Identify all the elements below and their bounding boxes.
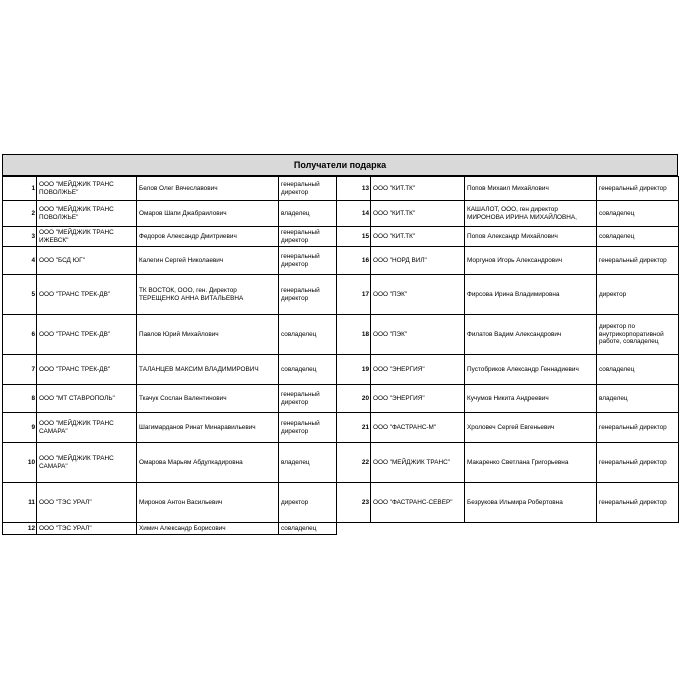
company-cell: ООО "МЕЙДЖИК ТРАНС САМАРА" xyxy=(37,413,137,443)
person-cell: Попов Александр Михайлович xyxy=(465,227,597,247)
role-cell: директор по внутрикорпоративной работе, совладелец xyxy=(597,315,679,355)
company-cell: ООО "КИТ.ТК" xyxy=(371,227,465,247)
role-cell: генеральный директор xyxy=(597,413,679,443)
table-row xyxy=(3,275,337,315)
table-row xyxy=(3,201,337,227)
company-cell: ООО "КИТ.ТК" xyxy=(371,177,465,201)
table-row xyxy=(3,483,337,523)
role-cell: генеральный директор xyxy=(279,227,337,247)
person-cell: Химич Александр Борисович xyxy=(137,523,279,535)
table-row xyxy=(337,275,679,315)
role-cell: генеральный директор xyxy=(597,247,679,275)
person-cell: Филатов Вадим Александрович xyxy=(465,315,597,355)
table-row xyxy=(337,227,679,247)
company-cell: ООО "МЕЙДЖИК ТРАНС" xyxy=(371,443,465,483)
row-number: 10 xyxy=(3,443,37,483)
row-number: 1 xyxy=(3,177,37,201)
row-number: 11 xyxy=(3,483,37,523)
table-row xyxy=(337,315,679,355)
person-cell: КАШАЛОТ, ООО, ген директор МИРОНОВА ИРИНА МИХАЙЛОВНА, xyxy=(465,201,597,227)
person-cell: ТАЛАНЦЕВ МАКСИМ ВЛАДИМИРОВИЧ xyxy=(137,355,279,385)
person-cell: Омарова Марьям Абдулкадировна xyxy=(137,443,279,483)
row-number: 23 xyxy=(337,483,371,523)
table-row xyxy=(337,483,679,523)
row-number: 14 xyxy=(337,201,371,227)
recipients-table-left xyxy=(2,176,337,535)
role-cell: совладелец xyxy=(279,315,337,355)
row-number: 5 xyxy=(3,275,37,315)
company-cell: ООО "КИТ.ТК" xyxy=(371,201,465,227)
company-cell: ООО "МЕЙДЖИК ТРАНС ИЖЕВСК" xyxy=(37,227,137,247)
person-cell: Попов Михаил Михайлович xyxy=(465,177,597,201)
row-number: 16 xyxy=(337,247,371,275)
person-cell: Павлов Юрий Михайлович xyxy=(137,315,279,355)
company-cell: ООО "ЭНЕРГИЯ" xyxy=(371,355,465,385)
person-cell: Калегин Сергей Николаевич xyxy=(137,247,279,275)
table-row xyxy=(3,177,337,201)
role-cell: совладелец xyxy=(597,201,679,227)
company-cell: ООО "ЭНЕРГИЯ" xyxy=(371,385,465,413)
company-cell: ООО "МЕЙДЖИК ТРАНС САМАРА" xyxy=(37,443,137,483)
role-cell: владелец xyxy=(597,385,679,413)
table-row xyxy=(3,443,337,483)
company-cell: ООО "БСД ЮГ" xyxy=(37,247,137,275)
company-cell: ООО "ПЭК" xyxy=(371,275,465,315)
person-cell: Кучумов Никита Андреевич xyxy=(465,385,597,413)
role-cell: генеральный директор xyxy=(597,443,679,483)
company-cell: ООО "МТ СТАВРОПОЛЬ" xyxy=(37,385,137,413)
person-cell: Хроловеч Сергей Евгеньевич xyxy=(465,413,597,443)
role-cell: совладелец xyxy=(597,355,679,385)
person-cell: Безрукова Ильмира Робертовна xyxy=(465,483,597,523)
company-cell: ООО "ТЭС УРАЛ" xyxy=(37,483,137,523)
row-number: 9 xyxy=(3,413,37,443)
company-cell: ООО "ПЭК" xyxy=(371,315,465,355)
person-cell: Федоров Александр Дмитриевич xyxy=(137,227,279,247)
row-number: 22 xyxy=(337,443,371,483)
sheet-title: Получатели подарка xyxy=(2,154,678,176)
row-number: 21 xyxy=(337,413,371,443)
role-cell: генеральный директор xyxy=(279,247,337,275)
company-cell: ООО "ФАСТРАНС-М" xyxy=(371,413,465,443)
table-row xyxy=(337,443,679,483)
row-number: 13 xyxy=(337,177,371,201)
row-number: 15 xyxy=(337,227,371,247)
role-cell: генеральный директор xyxy=(597,177,679,201)
role-cell: совладелец xyxy=(279,523,337,535)
table-row xyxy=(3,355,337,385)
row-number: 2 xyxy=(3,201,37,227)
row-number: 7 xyxy=(3,355,37,385)
person-cell: Макаренко Светлана Григорьевна xyxy=(465,443,597,483)
table-row xyxy=(337,355,679,385)
company-cell: ООО "ТРАНС ТРЕК-ДВ" xyxy=(37,315,137,355)
table-row xyxy=(337,385,679,413)
table-row xyxy=(3,385,337,413)
company-cell: ООО "ТЭС УРАЛ" xyxy=(37,523,137,535)
table-row xyxy=(337,177,679,201)
role-cell: генеральный директор xyxy=(279,177,337,201)
person-cell: Ткачук Сослан Валентинович xyxy=(137,385,279,413)
person-cell: Омаров Шапи Джабраилович xyxy=(137,201,279,227)
table-row xyxy=(337,413,679,443)
role-cell: генеральный директор xyxy=(279,275,337,315)
role-cell: директор xyxy=(597,275,679,315)
table-row xyxy=(3,247,337,275)
role-cell: владелец xyxy=(279,201,337,227)
table-row xyxy=(3,523,337,535)
company-cell: ООО "ТРАНС ТРЕК-ДВ" xyxy=(37,355,137,385)
table-row xyxy=(337,201,679,227)
table-row xyxy=(3,413,337,443)
row-number: 8 xyxy=(3,385,37,413)
row-number: 12 xyxy=(3,523,37,535)
person-cell: Моргунов Игорь Александрович xyxy=(465,247,597,275)
person-cell: Миронов Антон Васильевич xyxy=(137,483,279,523)
person-cell: Пустобриков Александр Геннадиевич xyxy=(465,355,597,385)
row-number: 20 xyxy=(337,385,371,413)
row-number: 3 xyxy=(3,227,37,247)
role-cell: генеральный директор xyxy=(279,385,337,413)
role-cell: совладелец xyxy=(597,227,679,247)
table-row xyxy=(3,227,337,247)
role-cell: директор xyxy=(279,483,337,523)
table-row xyxy=(3,315,337,355)
table-row xyxy=(337,247,679,275)
person-cell: ТК ВОСТОК, ООО, ген. Директор ТЕРЕЩЕНКО АННА ВИТАЛЬЕВНА xyxy=(137,275,279,315)
row-number: 18 xyxy=(337,315,371,355)
role-cell: генеральный директор xyxy=(597,483,679,523)
company-cell: ООО "МЕЙДЖИК ТРАНС ПОВОЛЖЬЕ" xyxy=(37,177,137,201)
row-number: 4 xyxy=(3,247,37,275)
person-cell: Белов Олег Вячеславович xyxy=(137,177,279,201)
role-cell: владелец xyxy=(279,443,337,483)
spreadsheet xyxy=(2,154,678,176)
company-cell: ООО "ТРАНС ТРЕК-ДВ" xyxy=(37,275,137,315)
row-number: 19 xyxy=(337,355,371,385)
company-cell: ООО "МЕЙДЖИК ТРАНС ПОВОЛЖЬЕ" xyxy=(37,201,137,227)
role-cell: совладелец xyxy=(279,355,337,385)
company-cell: ООО "ФАСТРАНС-СЕВЕР" xyxy=(371,483,465,523)
recipients-table-right xyxy=(336,176,679,523)
company-cell: ООО "НОРД ВИЛ" xyxy=(371,247,465,275)
person-cell: Фирсова Ирина Владимировна xyxy=(465,275,597,315)
row-number: 6 xyxy=(3,315,37,355)
row-number: 17 xyxy=(337,275,371,315)
person-cell: Шагимарданов Ринат Минаравильевич xyxy=(137,413,279,443)
role-cell: генеральный директор xyxy=(279,413,337,443)
